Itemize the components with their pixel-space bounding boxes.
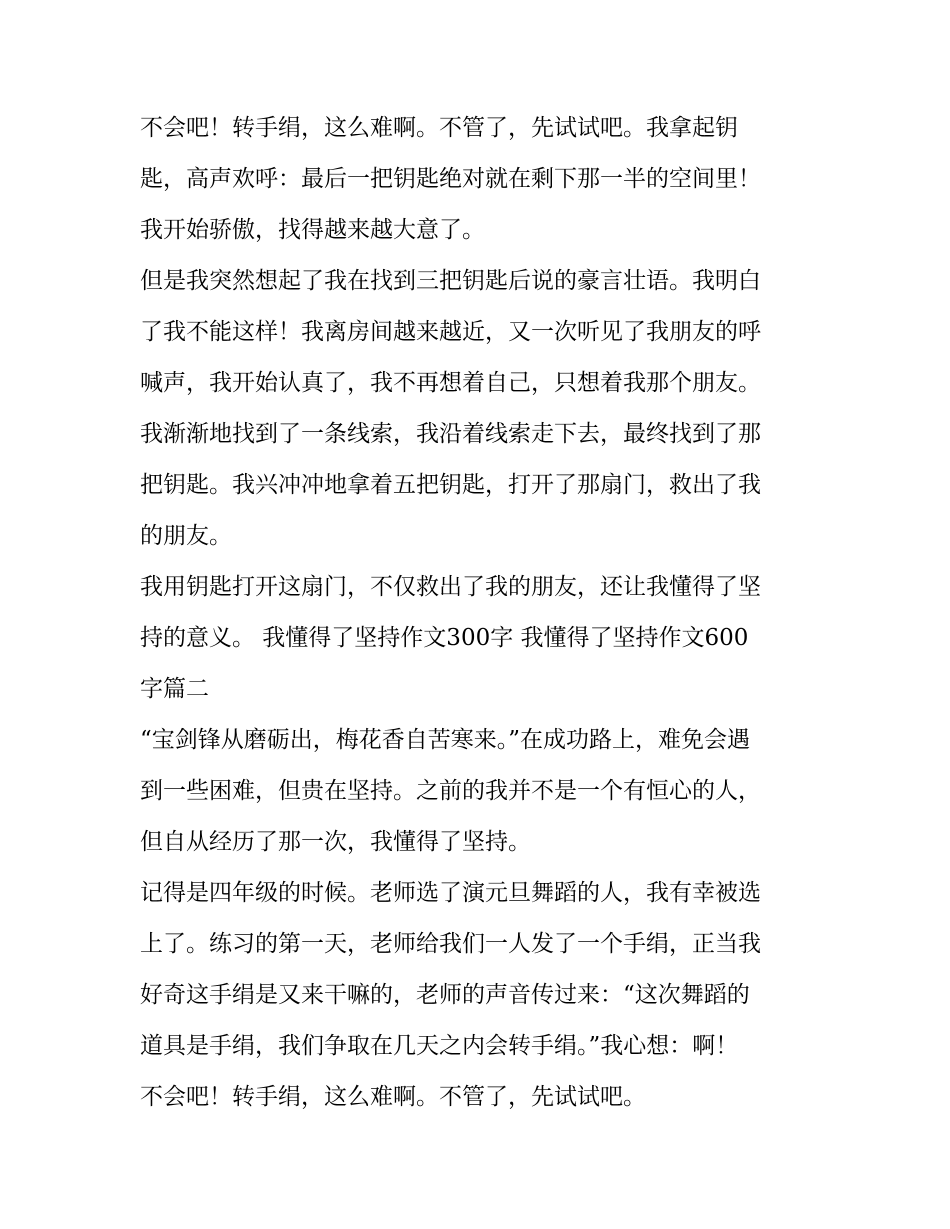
text-line: 匙，高声欢呼：最后一把钥匙绝对就在剩下那一半的空间里！ xyxy=(140,166,761,192)
text-line: 不会吧！转手绢，这么难啊。不管了，先试试吧。 xyxy=(140,1084,646,1110)
text-line: 不会吧！转手绢，这么难啊。不管了，先试试吧。我拿起钥 xyxy=(140,115,738,141)
text-line: 了我不能这样！我离房间越来越近，又一次听见了我朋友的呼 xyxy=(140,319,761,345)
text-line: 我用钥匙打开这扇门，不仅救出了我的朋友，还让我懂得了坚 xyxy=(140,574,761,600)
text-line: 的朋友。 xyxy=(140,523,232,549)
text-line: 到一些困难，但贵在坚持。之前的我并不是一个有恒心的人， xyxy=(140,778,761,804)
text-line: 但自从经历了那一次，我懂得了坚持。 xyxy=(140,829,531,855)
text-line: 字篇二 xyxy=(140,676,209,702)
text-line: “宝剑锋从磨砺出，梅花香自苦寒来。”在成功路上，难免会遇 xyxy=(140,727,751,753)
document-body xyxy=(140,103,815,1123)
text-line: 我渐渐地找到了一条线索，我沿着线索走下去，最终找到了那 xyxy=(140,421,761,447)
text-line: 持的意义。 我懂得了坚持作文300字 我懂得了坚持作文600 xyxy=(140,625,749,651)
text-line: 喊声，我开始认真了，我不再想着自己，只想着我那个朋友。 xyxy=(140,370,761,396)
text-line: 记得是四年级的时候。老师选了演元旦舞蹈的人，我有幸被选 xyxy=(140,880,761,906)
text-line: 好奇这手绢是又来干嘛的，老师的声音传过来：“这次舞蹈的 xyxy=(140,982,750,1008)
text-line: 道具是手绢，我们争取在几天之内会转手绢。”我心想：啊！ xyxy=(140,1033,739,1059)
text-line: 但是我突然想起了我在找到三把钥匙后说的豪言壮语。我明白 xyxy=(140,268,761,294)
text-line: 上了。练习的第一天，老师给我们一人发了一个手绢，正当我 xyxy=(140,931,761,957)
text-line: 我开始骄傲，找得越来越大意了。 xyxy=(140,217,485,243)
text-line: 把钥匙。我兴冲冲地拿着五把钥匙，打开了那扇门，救出了我 xyxy=(140,472,761,498)
